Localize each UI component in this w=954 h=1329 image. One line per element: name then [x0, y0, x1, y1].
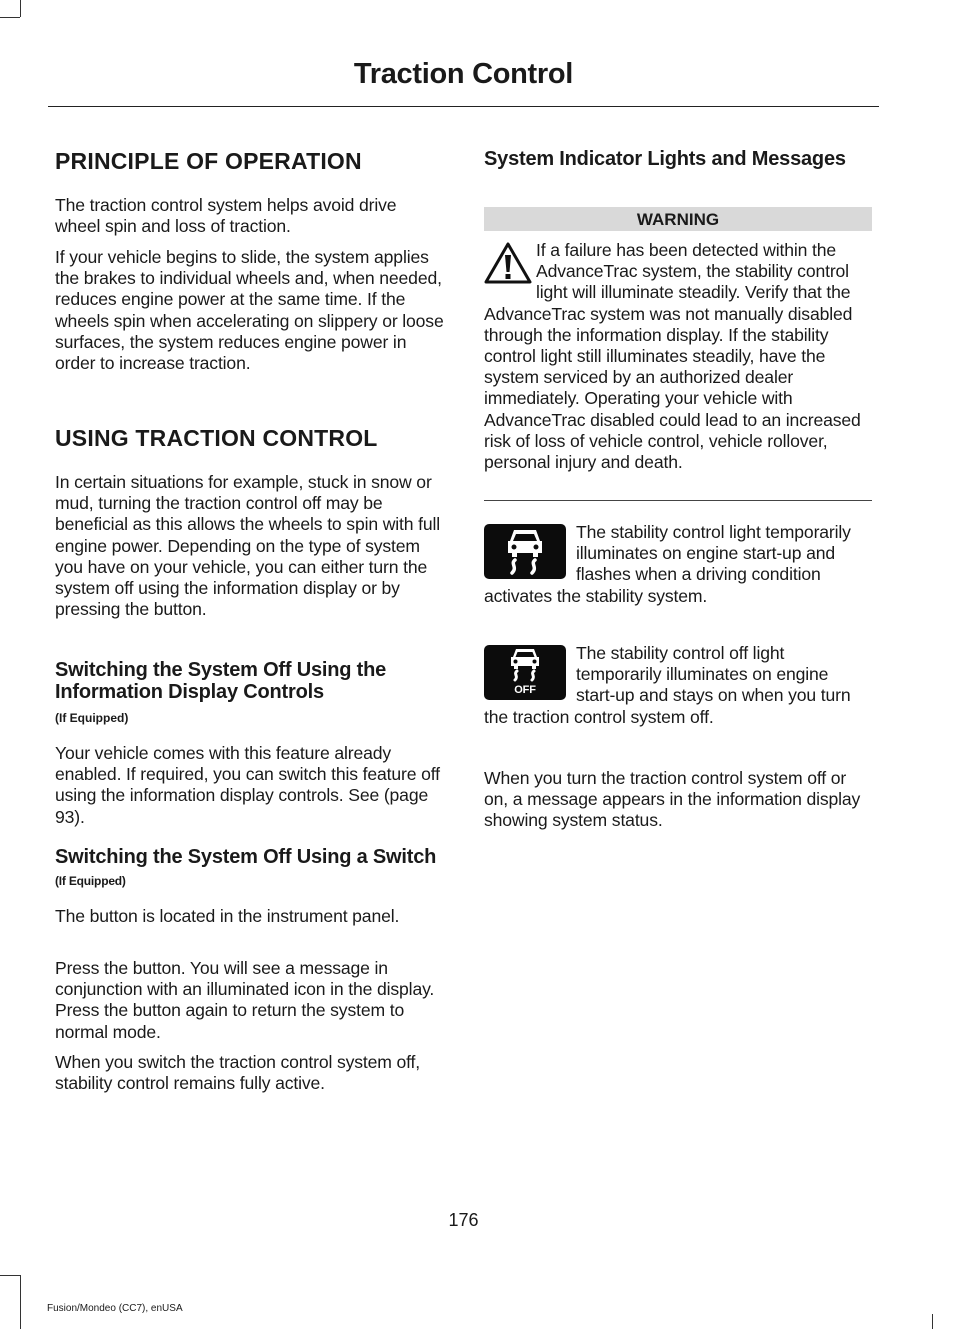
sub1-heading: Switching the System Off Using the Information Display Controls	[55, 659, 387, 703]
warning-bar: WARNING	[484, 207, 872, 231]
sub2-paragraph-3: When you switch the traction control system off, stability control remains fully active.	[55, 1052, 421, 1094]
warning-triangle-icon	[484, 241, 532, 290]
stability-light-text: The stability control light temporarily illuminates on engine start-up and flashes when a driving condition activates the stability system.	[484, 522, 851, 606]
using-heading: USING TRACTION CONTROL	[55, 425, 378, 451]
using-paragraph-1: In certain situations for example, stuck in snow or mud, turning the traction control off may be beneficial as this allows the wheels to spin with full engine power. Depending on the type of system you have on your vehicle, you can either turn the system off using the information display or by pressing the button.	[55, 472, 441, 620]
sub2-note: (If Equipped)	[55, 874, 126, 888]
crop-mark	[0, 1275, 20, 1276]
stability-off-text: The stability control off light temporarily illuminates on engine start-up and stays on when you turn the traction control system off.	[484, 643, 851, 727]
page-title: Traction Control	[353, 58, 574, 90]
sub2-heading	[55, 846, 445, 892]
page-number: 176	[448, 1210, 479, 1230]
warning-divider	[484, 500, 872, 501]
warning-block	[484, 240, 872, 473]
stability-off-block	[484, 643, 872, 728]
sub2-paragraph-1: The button is located in the instrument panel.	[55, 906, 400, 926]
stability-light-block	[484, 522, 872, 607]
crop-mark	[0, 17, 20, 18]
title-divider	[48, 106, 879, 107]
principle-paragraph-1: The traction control system helps avoid drive wheel spin and loss of traction.	[55, 195, 397, 237]
sub1-paragraph: Your vehicle comes with this feature already enabled. If required, you can switch this feature off using the information display controls. See (page 93).	[55, 743, 440, 827]
document-id: Fusion/Mondeo (CC7), enUSA	[47, 1303, 183, 1314]
sub2-paragraph-2: Press the button. You will see a message in conjunction with an illuminated icon in the display. Press the button again to return the system to normal mode.	[55, 958, 435, 1042]
warning-text: If a failure has been detected within the AdvanceTrac system, the stability control light will illuminate steadily. Verify that the AdvanceTrac system was not manually disabled through the information display. If the stability control light still illuminates steadily, have the system serviced by an authorized dealer immediately. Operating your vehicle with AdvanceTrac disabled could lead to an increased risk of loss of vehicle control, vehicle rollover, personal injury and death.	[484, 240, 861, 473]
sub1-note: (If Equipped)	[55, 711, 129, 725]
off-icon-label: OFF	[514, 684, 536, 696]
stability-control-icon	[484, 524, 566, 579]
crop-mark	[932, 1314, 933, 1329]
sub2-heading-text: Switching the System Off Using a Switch	[55, 846, 437, 868]
crop-mark	[20, 1275, 21, 1329]
crop-mark	[20, 0, 21, 17]
indicators-heading: System Indicator Lights and Messages	[484, 148, 846, 170]
stability-control-off-icon	[484, 645, 566, 700]
status-paragraph: When you turn the traction control system off or on, a message appears in the information display showing system status.	[484, 768, 861, 831]
principle-heading: PRINCIPLE OF OPERATION	[55, 148, 362, 174]
principle-paragraph-2: If your vehicle begins to slide, the system applies the brakes to individual wheels and, when needed, reduces engine power at the same time. If the wheels spin when accelerating on slippery or loose surfaces, the system reduces engine power in order to increase traction.	[55, 247, 444, 374]
